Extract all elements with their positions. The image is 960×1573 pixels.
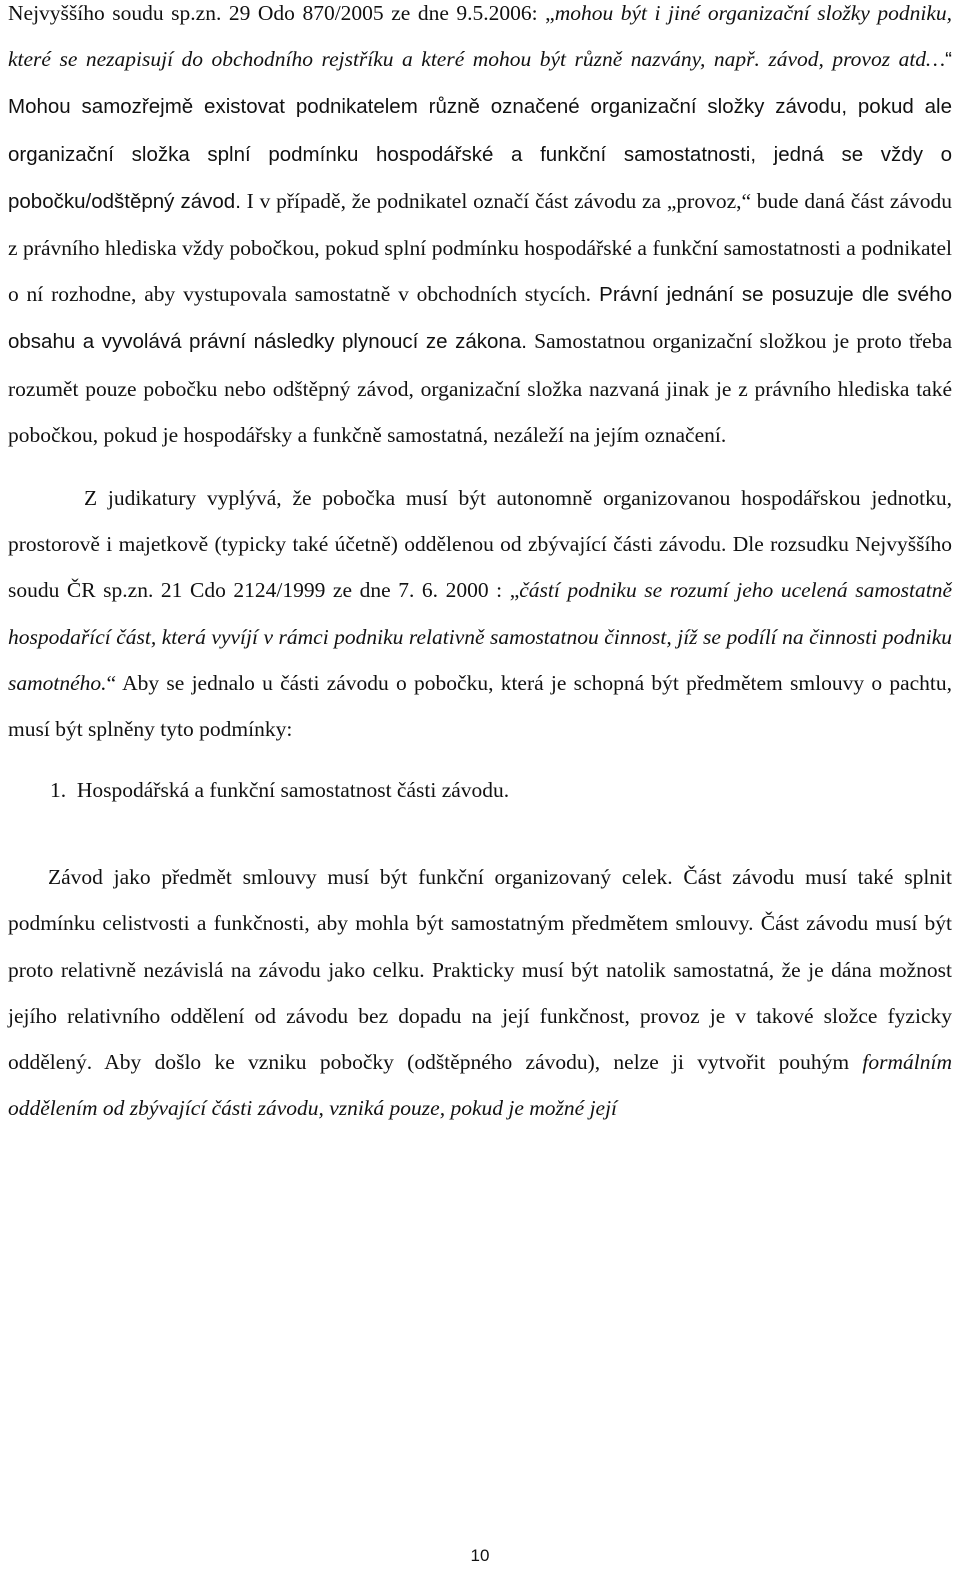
text-segment: I v případě, že podnikatel označí část závodu za „provoz,“ bude daná část závodu z právního hlediska vždy pobočkou, pokud splní podmínku hospodářské a funkční samostatnosti a podnikatel o ní rozhodne, aby vystupovala samostatně v obchodních stycích.	[8, 188, 952, 307]
paragraph-supreme-court-ruling	[8, 0, 952, 458]
text-segment: Nejvyššího soudu sp.zn. 29 Odo 870/2005 ze dne 9.5.2006: „	[8, 1, 555, 25]
italic-text-segment: formálním oddělením od zbývající části závodu, vzniká pouze, pokud je možné její	[8, 1050, 952, 1121]
document-page	[8, 0, 952, 1131]
text-segment: “ Aby se jednalo u části závodu o pobočku, která je schopná být předmětem smlouvy o pachtu, musí být splněny tyto podmínky:	[8, 670, 952, 742]
text-segment: “ Mohou samozřejmě existovat podnikatelem různě označené organizační složky závodu, pokud ale organizační složka splní podmínku hospodářské a funkční samostatnosti, jedná se vždy o pobočku/odštěpný závod.	[8, 48, 952, 213]
quoted-ruling-text: částí podniku se rozumí jeho ucelená samostatně hospodařící část, která vyvíjí v rámci podniku relativně samostatnou činnost, jíž se podílí na činnosti podniku samotného.	[8, 578, 952, 695]
paragraph-functional-unit	[8, 854, 952, 1131]
text-segment: Závod jako předmět smlouvy musí být funkční organizovaný celek. Část závodu musí také splnit podmínku celistvosti a funkčnosti, aby mohla být samostatným předmětem smlouvy. Část závodu musí být proto relativně nezávislá na závodu jako celku. Prakticky musí být natolik samostatná, že je dána možnost jejího relativního oddělení od závodu bez dopadu na její funkčnost, provoz je v takové složce fyzicky oddělený. Aby došlo ke vzniku pobočky (odštěpného závodu), nelze ji vytvořit pouhým	[8, 865, 952, 1075]
list-item-condition-1	[8, 767, 952, 813]
text-segment: Samostatnou organizační složkou je proto třeba rozumět pouze pobočku nebo odštěpný závod, organizační složka nazvaná jinak je z právního hlediska také pobočkou, pokud je hospodářsky a funkčně samostatná, nezáleží na jejím označení.	[8, 329, 952, 447]
page-number: 10	[470, 1546, 490, 1565]
text-segment: Z judikatury vyplývá, že pobočka musí být autonomně organizovanou hospodářskou jednotku, prostorově i majetkově (typicky také účetně) oddělenou od zbývající části závodu. Dle rozsudku Nejvyššího soudu ČR sp.zn. 21 Cdo 2124/1999 ze dne 7. 6. 2000 : „	[8, 486, 952, 603]
list-number: 1.	[50, 778, 67, 803]
quoted-ruling-text: mohou být i jiné organizační složky podniku, které se nezapisují do obchodního rejstříku a které mohou být různě nazvány, např. závod, provoz atd…	[8, 1, 952, 72]
paragraph-case-law	[8, 475, 952, 752]
text-segment: Právní jednání se posuzuje dle svého obsahu a vyvolává právní následky plynoucí ze zákona.	[8, 283, 953, 354]
list-text: Hospodářská a funkční samostatnost části závodu.	[76, 778, 510, 803]
